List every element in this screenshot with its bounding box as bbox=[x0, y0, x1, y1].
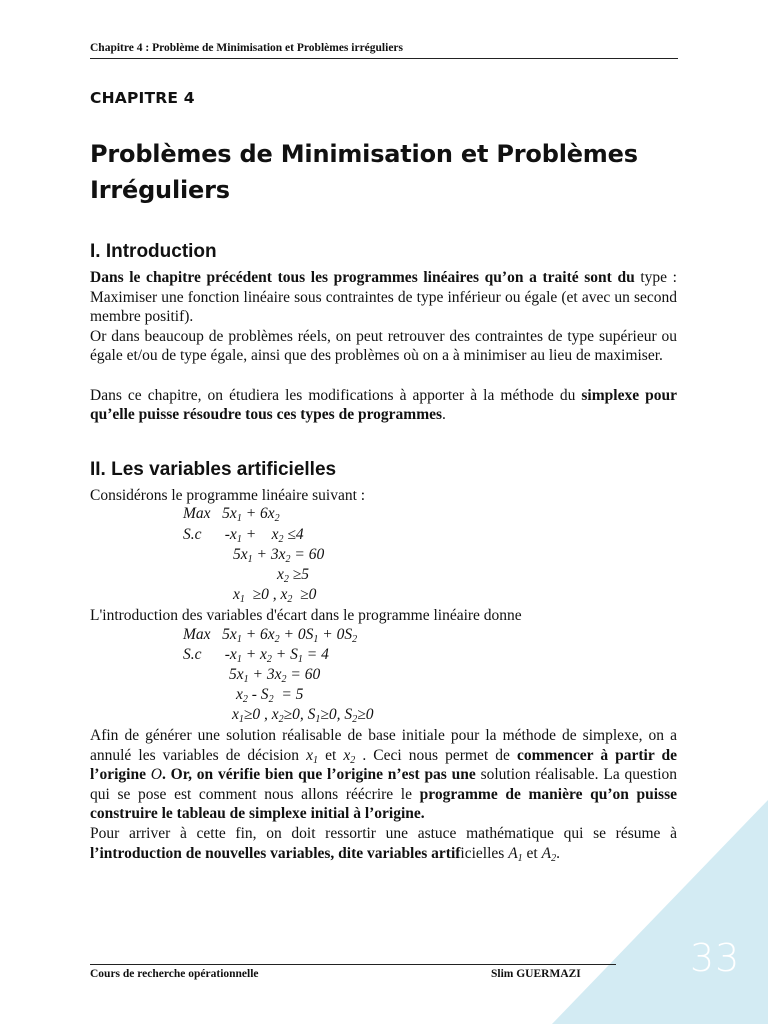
var-x2: x bbox=[343, 746, 351, 764]
lp2-constraint-2: $5x_1 + 3x_2 = 60$ bbox=[229, 666, 321, 685]
max-label: Max bbox=[183, 505, 211, 522]
et-word: et bbox=[325, 746, 337, 764]
lp2-constraint-3: $x_2 - S_2 = 5$ bbox=[236, 686, 304, 705]
period: . bbox=[442, 406, 446, 424]
lp2-constraint-1: S.c $-x_1 + x_2 + S_1 = 4$ bbox=[183, 646, 329, 665]
footer-course: Cours de recherche opérationnelle bbox=[90, 968, 259, 980]
artificial-text-2: icielles bbox=[460, 844, 505, 862]
chapter-title-line1: Problèmes de Minimisation et Problèmes bbox=[90, 140, 638, 168]
lp2-nonnegativity: $x_1\ge 0$ , $x_2\ge 0$, $S_1\ge 0$, $S_2\ge 0$ bbox=[232, 706, 374, 725]
lp1-constraint-1: S.c $-x_1$ + $x_2 \le 4$ bbox=[183, 526, 304, 545]
section-heading-introduction: I. Introduction bbox=[90, 241, 217, 262]
intro-bold-text: Dans le chapitre précédent tous les programmes linéaires qu’on a traité sont du bbox=[90, 269, 635, 286]
lp-intro-text: Considérons le programme linéaire suivant : bbox=[90, 487, 366, 504]
var-A1: A bbox=[508, 844, 518, 862]
origin-text-1: Afin de générer une solution réalisable de base initiale pour la méthode de simplexe, on a annulé les variables de décision bbox=[90, 727, 677, 764]
intro-paragraph bbox=[90, 268, 677, 425]
page-number: 33 bbox=[690, 936, 741, 980]
artificial-bold: l’introduction de nouvelles variables, dite variables artif bbox=[90, 844, 461, 862]
section-heading-artificial-variables: II. Les variables artificielles bbox=[90, 459, 337, 480]
var-x1: x bbox=[306, 746, 314, 764]
lp2-objective: Max $5x_1 + 6x_2 + 0S_1 + 0S_2$ bbox=[183, 626, 358, 645]
footer-author: Slim GUERMAZI bbox=[491, 968, 581, 980]
intro-text: type : Maximiser une fonction linéaire sous contraintes de type inférieur ou égale (et avec un second membre positif). bbox=[90, 269, 677, 326]
intro-text-2: Or dans beaucoup de problèmes réels, on peut retrouver des contraintes de type supérieur ou égale et/ou de type égale, ainsi que des problèmes où on a à minimiser au lieu de maximiser. bbox=[90, 327, 677, 365]
st-label: S.c bbox=[183, 526, 202, 543]
chapter-goal-text: Dans ce chapitre, on étudiera les modifications à apporter à la méthode du bbox=[90, 386, 576, 404]
chapter-goal-bold: simplexe pour qu’elle puisse résoudre tous ces types de programmes bbox=[90, 386, 677, 424]
lp1-constraint-2: $5x_1 + 3x_2 = 60$ bbox=[233, 546, 325, 565]
origin-O: O bbox=[150, 766, 162, 784]
origin-bold-2: . Or, on vérifie bien que l’origine n’est pas une bbox=[161, 766, 476, 784]
max-label: Max bbox=[183, 626, 211, 643]
chapter-title bbox=[90, 136, 690, 208]
slack-transition-text: L'introduction des variables d'écart dans le programme linéaire donne bbox=[90, 607, 522, 624]
lp1-objective: Max $5x_1 + 6x_2$ bbox=[183, 505, 280, 524]
running-header: Chapitre 4 : Problème de Minimisation et Problèmes irréguliers bbox=[90, 42, 678, 59]
lp1-constraint-3: $x_2 \ge 5$ bbox=[277, 566, 310, 585]
origin-text-2: . Ceci nous permet de bbox=[362, 746, 510, 764]
origin-bold-1: commencer à partir de l’origine bbox=[90, 746, 678, 784]
et-word: et bbox=[526, 844, 538, 862]
chapter-label: CHAPITRE 4 bbox=[90, 89, 195, 107]
origin-paragraph: Afin de générer une solution réalisable de base initiale pour la méthode de simplexe, on a annulé les variables de décision $x_1$ et $x_2$ . Ceci nous permet de commencer à partir de l’origine O. Or, on vérifie bien que l’origine n’est pas une solution réalisable. La question qui se pose est comment nous allons réécrire le programme de manière qu’on puisse construire le tableau de simplexe initial à l’origine. Pour arriver à cette fin, on doit ressortir une astuce mathématique qui se résume à l’introduction de nouvelles variables, dite variables artificielles $A_1$ et $A_2$. bbox=[90, 727, 678, 864]
var-A2: A bbox=[541, 844, 552, 862]
page-footer bbox=[90, 964, 616, 980]
origin-bold-3: programme de manière qu’on puisse construire le tableau de simplexe initial à l’origine. bbox=[90, 785, 678, 823]
st-label: S.c bbox=[183, 646, 202, 663]
chapter-title-line2: Irréguliers bbox=[90, 176, 230, 204]
origin-text-3: solution réalisable. La question qui se pose est comment nous allons réécrire le bbox=[90, 766, 678, 803]
artificial-text-1: Pour arriver à cette fin, on doit ressortir une astuce mathématique qui se résume à bbox=[90, 824, 677, 842]
period: . bbox=[556, 844, 560, 862]
lp1-nonnegativity: $x_1 \ge 0$ , $x_2 \ge 0$ bbox=[233, 586, 317, 605]
